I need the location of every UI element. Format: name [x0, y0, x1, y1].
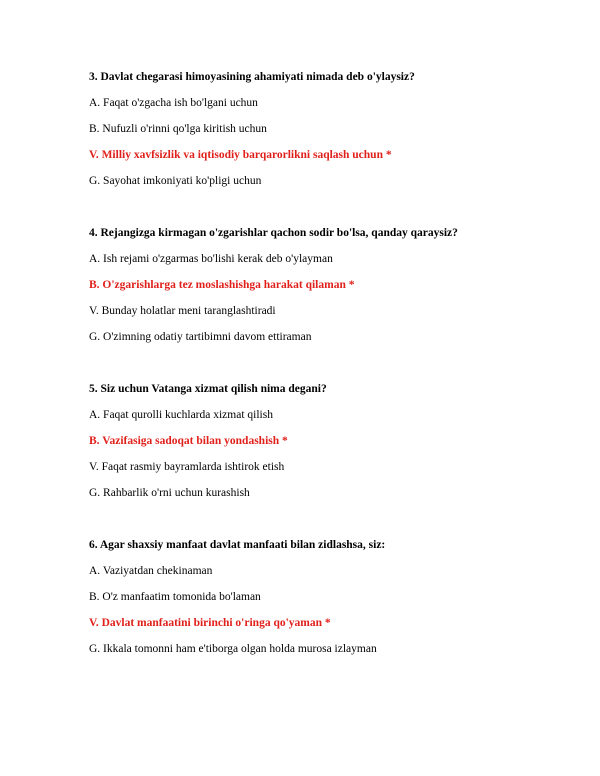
option-b-correct: B. O'zgarishlarga tez moslashishga harakat qilaman *: [89, 279, 355, 291]
question-5: [89, 382, 569, 500]
question-4: [89, 226, 569, 344]
option-v: V. Bunday holatlar meni taranglashtiradi: [89, 305, 276, 317]
question-title: 6. Agar shaxsiy manfaat davlat manfaati bilan zidlashsa, siz:: [89, 539, 386, 551]
question-title: 5. Siz uchun Vatanga xizmat qilish nima degani?: [89, 383, 327, 395]
option-a: A. Faqat qurolli kuchlarda xizmat qilish: [89, 409, 273, 421]
question-6: [89, 538, 569, 656]
option-g: G. Rahbarlik o'rni uchun kurashish: [89, 487, 250, 499]
option-b: B. Nufuzli o'rinni qo'lga kiritish uchun: [89, 123, 267, 135]
option-g: G. Ikkala tomonni ham e'tiborga olgan holda murosa izlayman: [89, 643, 377, 655]
option-v-correct: V. Milliy xavfsizlik va iqtisodiy barqarorlikni saqlash uchun *: [89, 149, 392, 161]
option-v-correct: V. Davlat manfaatini birinchi o'ringa qo'yaman *: [89, 617, 331, 629]
option-g: G. O'zimning odatiy tartibimni davom ettiraman: [89, 331, 312, 343]
question-title: 3. Davlat chegarasi himoyasining ahamiyati nimada deb o'ylaysiz?: [89, 71, 415, 83]
option-v: V. Faqat rasmiy bayramlarda ishtirok etish: [89, 461, 285, 473]
option-b: B. O'z manfaatim tomonida bo'laman: [89, 591, 261, 603]
question-title: 4. Rejangizga kirmagan o'zgarishlar qachon sodir bo'lsa, qanday qaraysiz?: [89, 227, 458, 239]
option-b-correct: B. Vazifasiga sadoqat bilan yondashish *: [89, 435, 288, 447]
option-a: A. Vaziyatdan chekinaman: [89, 565, 213, 577]
option-a: A. Ish rejami o'zgarmas bo'lishi kerak deb o'ylayman: [89, 253, 333, 265]
option-a: A. Faqat o'zgacha ish bo'lgani uchun: [89, 97, 258, 109]
option-g: G. Sayohat imkoniyati ko'pligi uchun: [89, 175, 262, 187]
question-3: [89, 70, 569, 188]
